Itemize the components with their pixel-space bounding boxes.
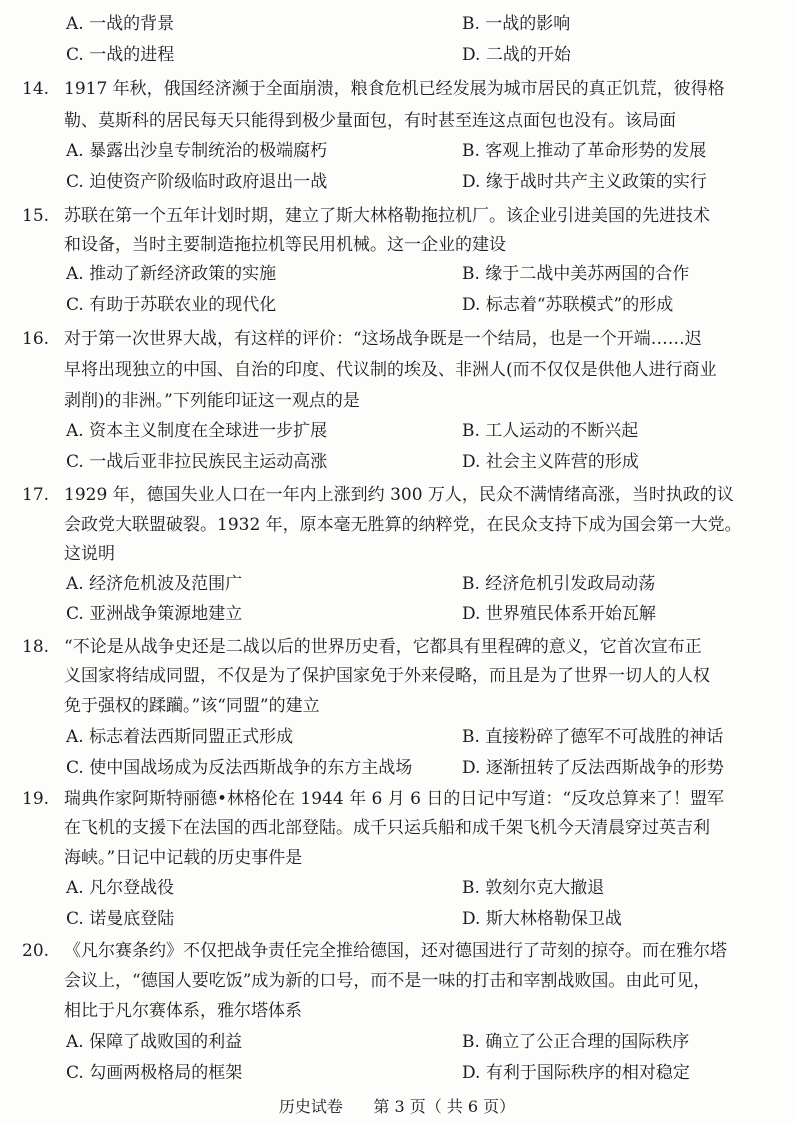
q18-stem-line-1: “不论是从战争史还是二战以后的世界历史看，它都具有里程碑的意义，它首次宣布正 xyxy=(64,637,702,657)
q17-option-c: C. 亚洲战争策源地建立 xyxy=(66,604,243,624)
q15-stem-line-2: 和设备，当时主要制造拖拉机等民用机械。这一企业的建设 xyxy=(64,235,506,255)
q17-stem-line-1: 1929 年，德国失业人口在一年内上涨到约 300 万人，民众不满情绪高涨，当时执政的议 xyxy=(64,485,734,505)
q13-option-c: C. 一战的进程 xyxy=(66,45,175,65)
q15-option-b: B. 缘于二战中美苏两国的合作 xyxy=(462,264,690,284)
q17-option-d: D. 世界殖民体系开始瓦解 xyxy=(462,604,656,624)
q16-stem-line-2: 早将出现独立的中国、自治的印度、代议制的埃及、非洲人(而不仅仅是供他人进行商业 xyxy=(64,360,717,380)
q14-option-c: C. 迫使资产阶级临时政府退出一战 xyxy=(66,172,328,192)
q19-option-c: C. 诺曼底登陆 xyxy=(66,909,175,929)
q15-stem-line-1: 苏联在第一个五年计划时期，建立了斯大林格勒拖拉机厂。该企业引进美国的先进技术 xyxy=(64,206,710,226)
q18-stem-line-2: 义国家将结成同盟，不仅是为了保护国家免于外来侵略，而且是为了世界一切人的人权 xyxy=(64,666,710,686)
q16-stem-line-1: 对于第一次世界大战，有这样的评价：“这场战争既是一个结局，也是一个开端……迟 xyxy=(64,329,702,349)
q20-stem-line-1: 《凡尔赛条约》不仅把战争责任完全推给德国，还对德国进行了苛刻的掠夺。而在雅尔塔 xyxy=(64,941,727,961)
q20-option-b: B. 确立了公正合理的国际秩序 xyxy=(462,1032,690,1052)
q20-option-d: D. 有利于国际秩序的相对稳定 xyxy=(462,1063,690,1083)
q18-number: 18. xyxy=(22,637,50,657)
q14-stem-line-1: 1917 年秋，俄国经济濒于全面崩溃，粮食危机已经发展为城市居民的真正饥荒，彼得格 xyxy=(64,79,725,99)
q14-option-b: B. 客观上推动了革命形势的发展 xyxy=(462,141,707,161)
q16-stem-line-3: 剥削)的非洲。”下列能印证这一观点的是 xyxy=(64,391,360,411)
q19-option-a: A. 凡尔登战役 xyxy=(66,878,175,898)
q20-option-a: A. 保障了战败国的利益 xyxy=(66,1032,243,1052)
q16-option-a: A. 资本主义制度在全球进一步扩展 xyxy=(66,421,328,441)
q20-stem-line-3: 相比于凡尔赛体系，雅尔塔体系 xyxy=(64,1001,302,1021)
q13-option-b: B. 一战的影响 xyxy=(462,14,571,34)
q17-option-a: A. 经济危机波及范围广 xyxy=(66,574,243,594)
page-footer: 历史试卷 第 3 页（ 共 6 页） xyxy=(278,1097,516,1116)
q17-number: 17. xyxy=(22,485,50,505)
q17-option-b: B. 经济危机引发政局动荡 xyxy=(462,574,656,594)
q16-number: 16. xyxy=(22,329,50,349)
q19-option-b: B. 敦刻尔克大撤退 xyxy=(462,878,605,898)
q19-stem-line-1: 瑞典作家阿斯特丽德•林格伦在 1944 年 6 月 6 日的日记中写道：“反攻总算来了！盟军 xyxy=(64,789,725,809)
q13-option-d: D. 二战的开始 xyxy=(462,45,571,65)
q18-option-d: D. 逐渐扭转了反法西斯战争的形势 xyxy=(462,758,724,778)
q15-option-a: A. 推动了新经济政策的实施 xyxy=(66,264,277,284)
q17-stem-line-2: 会政党大联盟破裂。1932 年，原本毫无胜算的纳粹党，在民众支持下成为国会第一大党。 xyxy=(64,515,742,535)
q15-option-d: D. 标志着“苏联模式”的形成 xyxy=(462,295,674,315)
q14-option-d: D. 缘于战时共产主义政策的实行 xyxy=(462,172,707,192)
q14-option-a: A. 暴露出沙皇专制统治的极端腐朽 xyxy=(66,141,328,161)
q13-option-a: A. 一战的背景 xyxy=(66,14,175,34)
q19-option-d: D. 斯大林格勒保卫战 xyxy=(462,909,622,929)
q16-option-b: B. 工人运动的不断兴起 xyxy=(462,421,639,441)
q18-option-c: C. 使中国战场成为反法西斯战争的东方主战场 xyxy=(66,758,413,778)
q15-option-c: C. 有助于苏联农业的现代化 xyxy=(66,295,277,315)
q15-number: 15. xyxy=(22,206,50,226)
q14-number: 14. xyxy=(22,79,50,99)
q16-option-d: D. 社会主义阵营的形成 xyxy=(462,452,639,472)
q16-option-c: C. 一战后亚非拉民族民主运动高涨 xyxy=(66,452,328,472)
q19-stem-line-2: 在飞机的支援下在法国的西北部登陆。成千只运兵船和成千架飞机今天清晨穿过英吉利 xyxy=(64,818,710,838)
q19-number: 19. xyxy=(22,789,50,809)
q19-stem-line-3: 海峡。”日记中记载的历史事件是 xyxy=(64,848,303,868)
q20-option-c: C. 勾画两极格局的框架 xyxy=(66,1063,243,1083)
q20-number: 20. xyxy=(22,941,50,961)
q18-option-b: B. 直接粉碎了德军不可战胜的神话 xyxy=(462,727,724,747)
q14-stem-line-2: 勒、莫斯科的居民每天只能得到极少量面包，有时甚至连这点面包也没有。该局面 xyxy=(64,111,676,131)
q17-stem-line-3: 这说明 xyxy=(64,544,115,564)
q18-stem-line-3: 免于强权的蹂躏。”该“同盟”的建立 xyxy=(64,696,320,716)
q18-option-a: A. 标志着法西斯同盟正式形成 xyxy=(66,727,294,747)
q20-stem-line-2: 会议上，“德国人要吃饭”成为新的口号，而不是一味的打击和宰割战败国。由此可见， xyxy=(64,971,711,991)
